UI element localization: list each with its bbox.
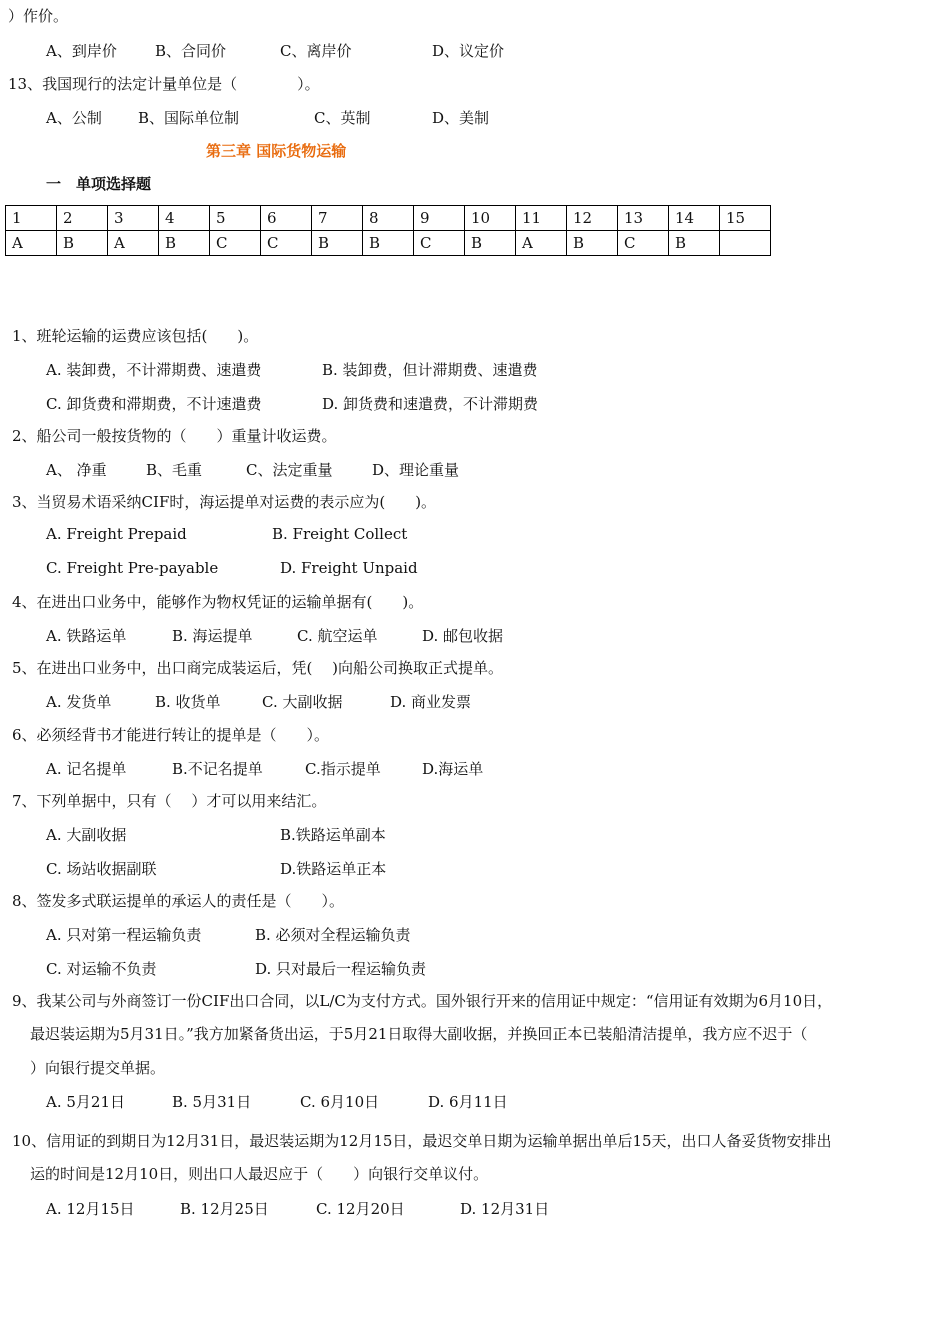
question-9-stem: 最迟装运期为5月31日。”我方加紧备货出运，于5月21日取得大副收据，并换回正本已装船清洁提单，我方应不迟于（ [30, 1025, 808, 1044]
answer-table [5, 205, 771, 256]
answer-table-number-cell: 9 [414, 206, 465, 231]
option-c: C. 对运输不负责 [46, 959, 157, 978]
answer-table-number-cell: 15 [720, 206, 771, 231]
answer-table-answer-cell: B [465, 231, 516, 256]
option-d: D. 卸货费和速遣费，不计滞期费 [322, 394, 539, 413]
answer-table-number-cell: 4 [159, 206, 210, 231]
option-c: C、英制 [314, 109, 371, 127]
answer-table-number-cell: 5 [210, 206, 261, 231]
prev-question-tail: ）作价。 [8, 7, 69, 25]
option-d: D. 商业发票 [390, 693, 472, 712]
option-a: A. 5月21日 [46, 1092, 125, 1111]
question-1-stem: 1、班轮运输的运费应该包括( )。 [12, 327, 259, 345]
option-b: B. 必须对全程运输负责 [255, 926, 411, 945]
option-c: C. Freight Pre-payable [46, 558, 219, 577]
answer-table-number-cell: 7 [312, 206, 363, 231]
option-a: A、 净重 [46, 461, 107, 480]
option-d: D、议定价 [432, 42, 505, 60]
option-a: A. Freight Prepaid [46, 525, 187, 544]
option-a: A、到岸价 [46, 42, 117, 60]
option-d: D. Freight Unpaid [280, 558, 418, 577]
question-9-stem: 9、我某公司与外商签订一份CIF出口合同，以L/C为支付方式。国外银行开来的信用证中规定：“信用证有效期为6月10日， [12, 992, 833, 1010]
answer-table-answer-cell: C [618, 231, 669, 256]
option-b: B.不记名提单 [172, 760, 263, 779]
section-title: 一 单项选择题 [46, 175, 152, 193]
option-d: D. 邮包收据 [422, 627, 504, 646]
option-b: B. 海运提单 [172, 627, 253, 646]
question-7-stem: 7、下列单据中，只有（ ）才可以用来结汇。 [12, 792, 327, 810]
question-3-stem: 3、当贸易术语采纳CIF时，海运提单对运费的表示应为( )。 [12, 493, 437, 511]
answer-table-number-cell: 8 [363, 206, 414, 231]
option-b: B、毛重 [146, 461, 203, 480]
option-c: C、离岸价 [280, 42, 352, 60]
option-b: B、国际单位制 [138, 109, 240, 127]
answer-table-answer-cell: C [261, 231, 312, 256]
answer-table-answer-cell: B [669, 231, 720, 256]
answer-table-answer-cell: C [414, 231, 465, 256]
option-d: D. 12月31日 [460, 1199, 550, 1218]
question-2-stem: 2、船公司一般按货物的（ ）重量计收运费。 [12, 427, 337, 445]
option-b: B. Freight Collect [272, 525, 408, 544]
option-b: B. 收货单 [155, 693, 221, 712]
option-b: B、合同价 [155, 42, 227, 60]
answer-table-number-cell: 11 [516, 206, 567, 231]
answer-table-number-cell: 14 [669, 206, 720, 231]
option-a: A. 记名提单 [46, 760, 127, 779]
option-b: B. 5月31日 [172, 1092, 252, 1111]
option-c: C、法定重量 [246, 461, 333, 480]
answer-table-answer-row [6, 231, 771, 256]
option-a: A、公制 [46, 109, 102, 127]
option-b: B. 装卸费，但计滞期费、速遣费 [322, 361, 538, 380]
option-a: A. 装卸费，不计滞期费、速遣费 [46, 361, 262, 380]
answer-table-number-cell: 10 [465, 206, 516, 231]
option-a: A. 发货单 [46, 693, 112, 712]
option-d: D. 6月11日 [428, 1092, 508, 1111]
question-6-stem: 6、必须经背书才能进行转让的提单是（ ）。 [12, 726, 330, 744]
option-d: D.铁路运单正本 [280, 859, 387, 878]
question-5-stem: 5、在进出口业务中，出口商完成装运后，凭( )向船公司换取正式提单。 [12, 659, 504, 677]
option-b: B. 12月25日 [180, 1199, 269, 1218]
option-c: C. 6月10日 [300, 1092, 380, 1111]
option-d: D、美制 [432, 109, 490, 127]
question-10-stem: 10、信用证的到期日为12月31日，最迟装运期为12月15日，最迟交单日期为运输单据出单后15天，出口人备妥货物安排出 [12, 1132, 832, 1150]
answer-table-answer-cell: A [516, 231, 567, 256]
answer-table-answer-cell: B [159, 231, 210, 256]
option-c: C. 大副收据 [262, 693, 343, 712]
option-c: C. 12月20日 [316, 1199, 405, 1218]
option-d: D. 只对最后一程运输负责 [255, 959, 427, 978]
question-9-stem: ）向银行提交单据。 [30, 1058, 166, 1077]
option-a: A. 铁路运单 [46, 627, 127, 646]
answer-table-answer-cell: B [567, 231, 618, 256]
option-a: A. 只对第一程运输负责 [46, 926, 202, 945]
option-b: B.铁路运单副本 [280, 826, 386, 845]
answer-table-answer-cell: B [57, 231, 108, 256]
answer-table-answer-cell: A [6, 231, 57, 256]
option-c: C. 场站收据副联 [46, 859, 157, 878]
chapter-title: 第三章 国际货物运输 [206, 142, 347, 160]
answer-table-answer-cell: B [363, 231, 414, 256]
answer-table-answer-cell [720, 231, 771, 256]
answer-table-number-cell: 6 [261, 206, 312, 231]
answer-table-number-cell: 13 [618, 206, 669, 231]
answer-table-answer-cell: C [210, 231, 261, 256]
option-a: A. 大副收据 [46, 826, 127, 845]
option-d: D.海运单 [422, 760, 484, 779]
question-8-stem: 8、签发多式联运提单的承运人的责任是（ ）。 [12, 892, 345, 910]
answer-table-number-cell: 12 [567, 206, 618, 231]
question-13-stem: 13、我国现行的法定计量单位是（ ）。 [8, 75, 320, 93]
option-a: A. 12月15日 [46, 1199, 135, 1218]
answer-table-number-cell: 3 [108, 206, 159, 231]
answer-table-answer-cell: B [312, 231, 363, 256]
option-c: C.指示提单 [305, 760, 381, 779]
answer-table-number-cell: 2 [57, 206, 108, 231]
option-c: C. 航空运单 [297, 627, 378, 646]
answer-table-number-row [6, 206, 771, 231]
answer-table-number-cell: 1 [6, 206, 57, 231]
question-4-stem: 4、在进出口业务中，能够作为物权凭证的运输单据有( )。 [12, 593, 424, 611]
question-10-stem: 运的时间是12月10日，则出口人最迟应于（ ）向银行交单议付。 [30, 1165, 489, 1184]
answer-table-answer-cell: A [108, 231, 159, 256]
option-d: D、理论重量 [372, 461, 460, 480]
option-c: C. 卸货费和滞期费，不计速遣费 [46, 394, 262, 413]
